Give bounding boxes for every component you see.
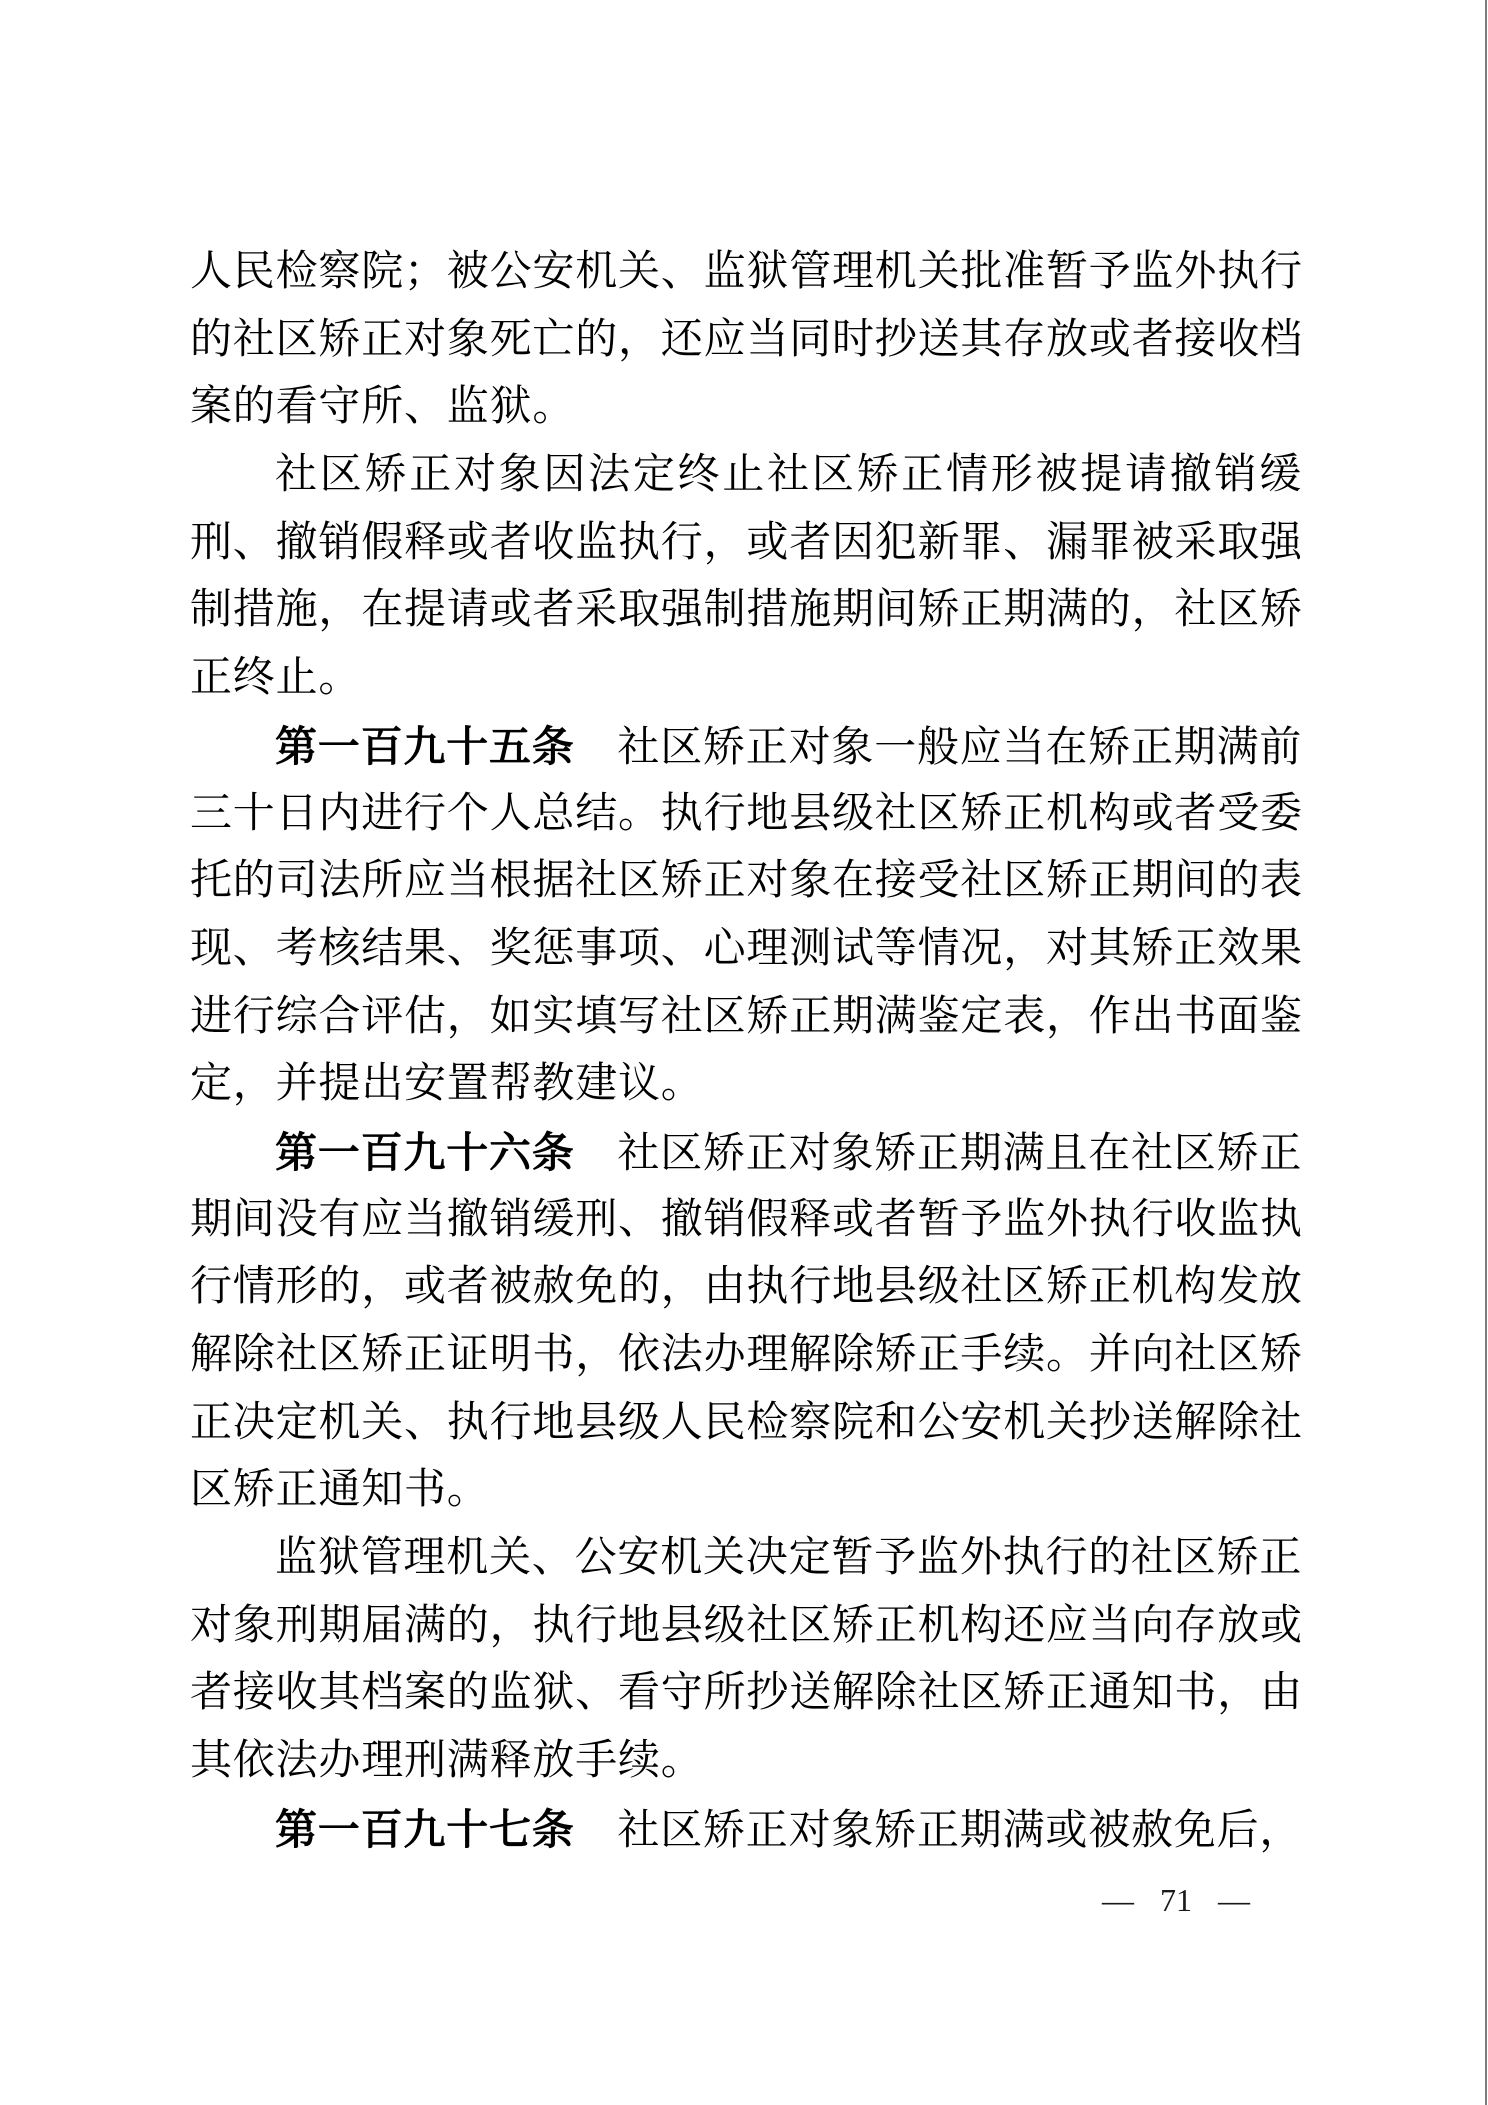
text-line: 进行综合评估，如实填写社区矫正期满鉴定表，作出书面鉴 [190,993,1303,1040]
text-line: 解除社区矫正证明书，依法办理解除矫正手续。并向社区矫 [190,1332,1303,1378]
document-text-block [190,239,1302,1864]
page-footer [1102,1878,1250,1922]
text-line: 区矫正通知书。 [190,1467,490,1514]
text-line: 托的司法所应当根据社区矫正对象在接受社区矫正期间的表 [190,858,1303,905]
text-line: 刑、撤销假释或者收监执行，或者因犯新罪、漏罪被采取强 [190,519,1303,566]
text-line: 定，并提出安置帮教建议。 [190,1061,704,1108]
scan-edge-line [1485,0,1487,2105]
article-text: 社区矫正对象矫正期满或被赦免后， [574,1807,1303,1854]
text-line: 行情形的，或者被赦免的，由执行地县级社区矫正机构发放 [190,1264,1303,1311]
text-line: 人民检察院；被公安机关、监狱管理机关批准暂予监外执行 [190,249,1303,295]
text-line-article-195 [190,713,1302,781]
article-text: 社区矫正对象矫正期满且在社区矫正 [574,1130,1303,1177]
text-line: 者接收其档案的监狱、看守所抄送解除社区矫正通知书，由 [190,1670,1303,1717]
text-line: 现、考核结果、奖惩事项、心理测试等情况，对其矫正效果 [190,925,1303,972]
text-line: 监狱管理机关、公安机关决定暂予监外执行的社区矫正 [275,1535,1303,1582]
text-line: 的社区矫正对象死亡的，还应当同时抄送其存放或者接收档 [190,316,1303,363]
footer-dash-left: — [1102,1881,1134,1918]
text-line: 制措施，在提请或者采取强制措施期间矫正期满的，社区矫 [190,587,1303,634]
text-line-article-197 [190,1796,1302,1864]
text-line: 正决定机关、执行地县级人民检察院和公安机关抄送解除社 [190,1399,1303,1446]
text-line-article-196 [190,1119,1302,1187]
text-line: 其依法办理刑满释放手续。 [190,1738,704,1785]
article-number: 第一百九十六条 [275,1128,575,1176]
article-number: 第一百九十七条 [275,1805,575,1853]
text-line: 期间没有应当撤销缓刑、撤销假释或者暂予监外执行收监执 [190,1196,1303,1243]
page-number: 71 [1160,1881,1192,1918]
text-line: 社区矫正对象因法定终止社区矫正情形被提请撤销缓 [275,452,1302,499]
text-line: 正终止。 [190,655,362,702]
text-line: 三十日内进行个人总结。执行地县级社区矫正机构或者受委 [190,790,1303,837]
text-line: 对象刑期届满的，执行地县级社区矫正机构还应当向存放或 [190,1602,1303,1649]
footer-dash-right: — [1218,1881,1250,1918]
article-text: 社区矫正对象一般应当在矫正期满前 [574,724,1303,771]
text-line: 案的看守所、监狱。 [190,384,576,431]
article-number: 第一百九十五条 [275,722,575,770]
